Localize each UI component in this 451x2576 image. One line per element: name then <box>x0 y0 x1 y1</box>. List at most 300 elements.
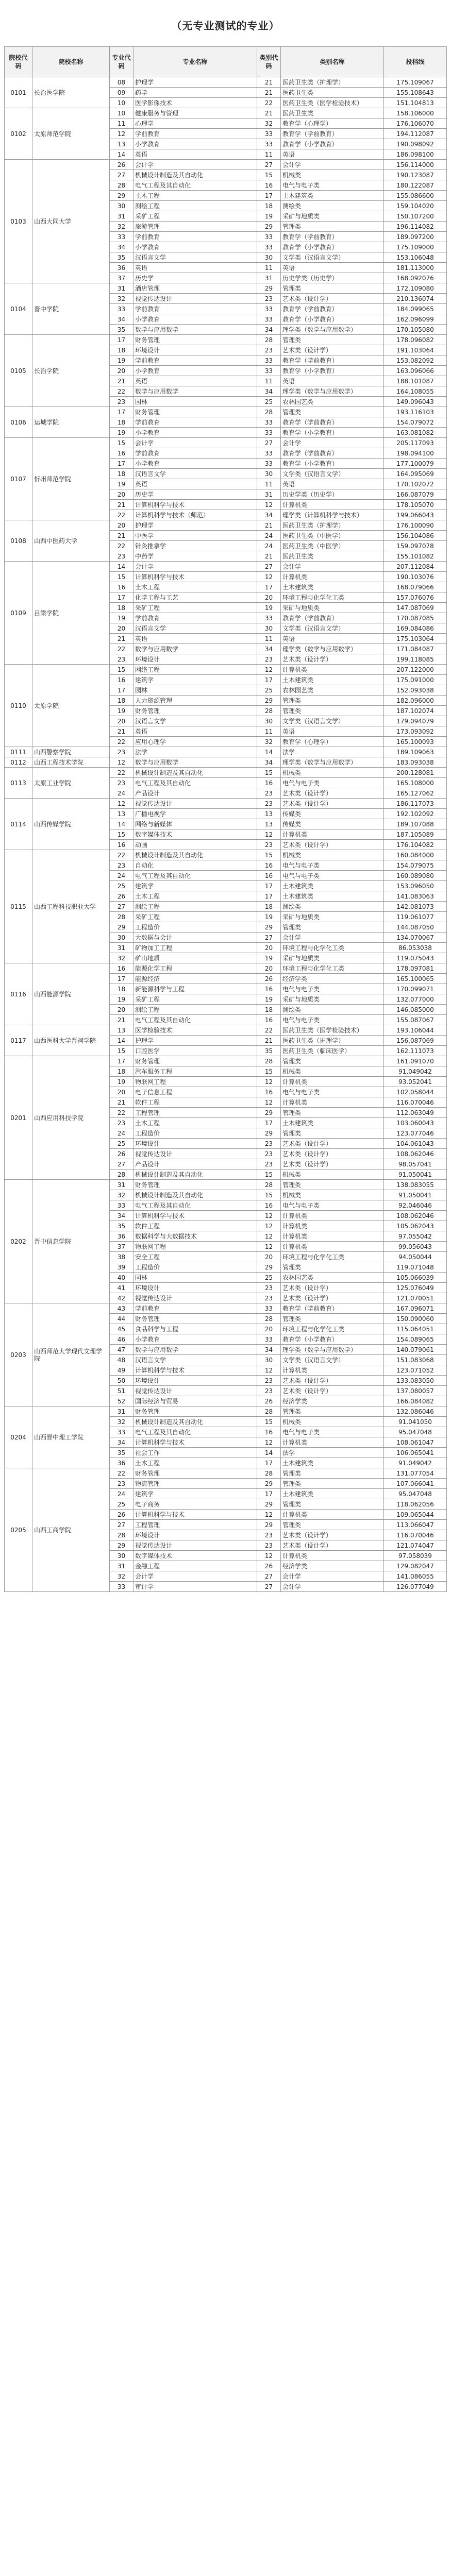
table-row <box>5 407 447 417</box>
cell-category-name: 文学类（汉语言文学） <box>281 252 384 263</box>
cell-major-name: 小学教育 <box>133 1334 257 1345</box>
cell-category-code: 33 <box>257 1303 281 1314</box>
cell-category-name: 环境工程与化学化工类 <box>281 1252 384 1262</box>
cell-school-name: 山西中医药大学 <box>32 520 110 562</box>
cell-score: 193.116103 <box>384 407 447 417</box>
cell-category-name: 艺术类（设计学） <box>281 345 384 355</box>
cell-category-code: 23 <box>257 1376 281 1386</box>
cell-school-code: 0205 <box>5 1468 32 1592</box>
cell-score: 132.086046 <box>384 1406 447 1417</box>
header-category-code: 类别代码 <box>257 47 281 77</box>
cell-major-name: 财务管理 <box>133 1056 257 1066</box>
cell-category-code: 33 <box>257 459 281 469</box>
cell-score: 176.104082 <box>384 840 447 850</box>
cell-major-code: 19 <box>110 479 133 489</box>
cell-category-name: 管理类 <box>281 1314 384 1324</box>
cell-score: 113.066047 <box>384 1520 447 1530</box>
cell-major-code: 23 <box>110 1479 133 1489</box>
cell-major-code: 21 <box>110 634 133 644</box>
cell-score: 112.063049 <box>384 1108 447 1118</box>
cell-category-name: 经济学类 <box>281 974 384 984</box>
cell-major-code: 32 <box>110 1571 133 1582</box>
cell-major-code: 14 <box>110 1036 133 1046</box>
cell-score: 192.102092 <box>384 809 447 819</box>
cell-category-name: 农林园艺类 <box>281 397 384 407</box>
cell-category-name: 机械类 <box>281 1066 384 1077</box>
cell-score: 187.105089 <box>384 829 447 840</box>
cell-major-code: 21 <box>110 1097 133 1108</box>
cell-category-name: 农林园艺类 <box>281 1273 384 1283</box>
cell-category-code: 24 <box>257 541 281 551</box>
cell-category-code: 16 <box>257 860 281 871</box>
cell-score: 164.095069 <box>384 469 447 479</box>
cell-category-code: 19 <box>257 603 281 613</box>
cell-category-code: 23 <box>257 1386 281 1396</box>
cell-score: 189.109063 <box>384 747 447 757</box>
cell-score: 121.074047 <box>384 1540 447 1551</box>
cell-score: 119.075043 <box>384 953 447 963</box>
cell-school-name: 山西师范大学现代文理学院 <box>32 1303 110 1406</box>
cell-score: 194.112087 <box>384 129 447 139</box>
cell-category-name: 教育学（学前教育） <box>281 304 384 314</box>
cell-category-code: 33 <box>257 448 281 459</box>
cell-school-name: 太原工业学院 <box>32 768 110 799</box>
table-row <box>5 747 447 757</box>
cell-score: 144.087050 <box>384 922 447 933</box>
cell-school-name: 运城学院 <box>32 407 110 438</box>
cell-major-name: 采矿工程 <box>133 912 257 922</box>
cell-school-code: 0204 <box>5 1406 32 1468</box>
cell-category-name: 会计学 <box>281 1571 384 1582</box>
cell-category-name: 会计学 <box>281 1582 384 1592</box>
cell-major-name: 历史学 <box>133 273 257 283</box>
cell-school-code: 0115 <box>5 850 32 963</box>
cell-category-code: 33 <box>257 314 281 325</box>
cell-major-code: 33 <box>110 1427 133 1437</box>
cell-score: 154.079075 <box>384 860 447 871</box>
cell-score: 141.083063 <box>384 891 447 902</box>
cell-category-name: 计算机类 <box>281 1097 384 1108</box>
cell-score: 205.117093 <box>384 438 447 448</box>
cell-major-name: 电气工程及其自动化 <box>133 871 257 881</box>
cell-major-name: 医学检验技术 <box>133 1025 257 1036</box>
cell-score: 170.102072 <box>384 479 447 489</box>
cell-category-name: 艺术类（设计学） <box>281 1283 384 1293</box>
cell-score: 156.087069 <box>384 1036 447 1046</box>
cell-major-name: 学前教育 <box>133 448 257 459</box>
cell-score: 91.050041 <box>384 1170 447 1180</box>
cell-category-name: 教育学（心理学） <box>281 737 384 747</box>
cell-category-code: 15 <box>257 1066 281 1077</box>
cell-category-code: 23 <box>257 345 281 355</box>
cell-major-code: 18 <box>110 417 133 428</box>
cell-score: 177.100079 <box>384 459 447 469</box>
cell-major-name: 计算机科学与技术 <box>133 572 257 582</box>
cell-major-name: 英语 <box>133 479 257 489</box>
cell-score: 186.117073 <box>384 799 447 809</box>
cell-category-name: 机械类 <box>281 1190 384 1200</box>
cell-category-code: 23 <box>257 294 281 304</box>
cell-major-code: 19 <box>110 355 133 366</box>
cell-category-code: 31 <box>257 489 281 500</box>
cell-major-name: 英语 <box>133 376 257 386</box>
cell-major-name: 产品设计 <box>133 788 257 799</box>
cell-score: 119.061077 <box>384 912 447 922</box>
cell-category-code: 16 <box>257 1427 281 1437</box>
cell-major-name: 机械设计制造及其自动化 <box>133 850 257 860</box>
cell-category-name: 会计学 <box>281 438 384 448</box>
cell-category-name: 医药卫生类 <box>281 108 384 118</box>
cell-category-code: 27 <box>257 438 281 448</box>
cell-score: 152.093038 <box>384 685 447 696</box>
cell-major-name: 数学与应用数学 <box>133 644 257 654</box>
cell-category-code: 21 <box>257 1036 281 1046</box>
cell-score: 189.097200 <box>384 232 447 242</box>
cell-major-name: 视觉传达设计 <box>133 799 257 809</box>
cell-major-name: 环境设计 <box>133 654 257 665</box>
cell-major-name: 数据科学与大数据技术 <box>133 1231 257 1242</box>
cell-category-code: 26 <box>257 1396 281 1406</box>
cell-major-name: 新能源科学与工程 <box>133 984 257 994</box>
cell-school-code: 0117 <box>5 1025 32 1056</box>
cell-major-code: 43 <box>110 1303 133 1314</box>
cell-major-code: 31 <box>110 1561 133 1571</box>
cell-category-code: 15 <box>257 1417 281 1427</box>
cell-category-code: 29 <box>257 696 281 706</box>
cell-category-name: 管理类 <box>281 1468 384 1479</box>
cell-major-name: 数字媒体技术 <box>133 1551 257 1561</box>
table-row <box>5 160 447 170</box>
cell-score: 181.113000 <box>384 263 447 273</box>
cell-category-name: 农林园艺类 <box>281 685 384 696</box>
cell-score: 165.127062 <box>384 788 447 799</box>
cell-score: 109.065044 <box>384 1510 447 1520</box>
cell-category-code: 16 <box>257 871 281 881</box>
cell-major-name: 法学 <box>133 747 257 757</box>
cell-score: 153.096050 <box>384 881 447 891</box>
cell-category-code: 23 <box>257 1149 281 1159</box>
cell-category-code: 33 <box>257 428 281 438</box>
cell-major-code: 19 <box>110 428 133 438</box>
cell-major-code: 34 <box>110 242 133 252</box>
table-row <box>5 283 447 294</box>
cell-category-code: 12 <box>257 572 281 582</box>
cell-major-code: 24 <box>110 871 133 881</box>
cell-major-code: 31 <box>110 283 133 294</box>
cell-major-name: 环境设计 <box>133 345 257 355</box>
cell-category-code: 21 <box>257 551 281 562</box>
cell-score: 86.053038 <box>384 943 447 953</box>
cell-category-name: 艺术类（设计学） <box>281 788 384 799</box>
cell-major-name: 视觉传达设计 <box>133 1149 257 1159</box>
cell-major-code: 32 <box>110 1190 133 1200</box>
cell-category-code: 12 <box>257 665 281 675</box>
cell-category-name: 采矿与地质类 <box>281 912 384 922</box>
table-row <box>5 1025 447 1036</box>
cell-category-code: 17 <box>257 881 281 891</box>
cell-major-code: 37 <box>110 273 133 283</box>
cell-score: 131.077054 <box>384 1468 447 1479</box>
cell-category-name: 教育学（小学教育） <box>281 242 384 252</box>
cell-category-code: 23 <box>257 1139 281 1149</box>
cell-category-code: 34 <box>257 510 281 520</box>
cell-major-name: 汉语言文学 <box>133 252 257 263</box>
cell-major-code: 47 <box>110 1345 133 1355</box>
cell-major-code: 19 <box>110 1077 133 1087</box>
cell-score: 175.103064 <box>384 634 447 644</box>
cell-score: 123.077046 <box>384 1128 447 1139</box>
cell-major-name: 测绘工程 <box>133 1005 257 1015</box>
cell-category-code: 12 <box>257 1551 281 1561</box>
cell-major-code: 26 <box>110 1149 133 1159</box>
cell-category-code: 23 <box>257 1540 281 1551</box>
cell-score: 165.108000 <box>384 778 447 788</box>
cell-major-name: 财务管理 <box>133 706 257 716</box>
cell-major-name: 视觉传达设计 <box>133 1540 257 1551</box>
cell-category-code: 14 <box>257 747 281 757</box>
cell-major-name: 中药学 <box>133 551 257 562</box>
cell-major-code: 32 <box>110 222 133 232</box>
cell-major-name: 数学与应用数学 <box>133 386 257 397</box>
cell-category-code: 11 <box>257 376 281 386</box>
cell-category-name: 会计学 <box>281 562 384 572</box>
cell-category-name: 医药卫生类（护理学） <box>281 77 384 88</box>
cell-major-code: 41 <box>110 1283 133 1293</box>
cell-score: 121.070051 <box>384 1293 447 1303</box>
cell-category-code: 33 <box>257 129 281 139</box>
table-row <box>5 108 447 118</box>
cell-score: 95.047048 <box>384 1489 447 1499</box>
cell-major-name: 机械设计制造及其自动化 <box>133 1417 257 1427</box>
cell-category-code: 12 <box>257 1437 281 1448</box>
cell-major-code: 36 <box>110 1231 133 1242</box>
cell-school-name: 山西应用科技学院 <box>32 1056 110 1180</box>
cell-category-code: 12 <box>257 1242 281 1252</box>
cell-category-code: 12 <box>257 500 281 510</box>
cell-category-code: 28 <box>257 1468 281 1479</box>
cell-major-name: 测绘工程 <box>133 201 257 211</box>
cell-school-name: 长治学院 <box>32 335 110 407</box>
cell-major-code: 36 <box>110 263 133 273</box>
cell-category-name: 土木建筑类 <box>281 1458 384 1468</box>
cell-major-code: 16 <box>110 582 133 592</box>
cell-score: 129.082047 <box>384 1561 447 1571</box>
cell-score: 188.101087 <box>384 376 447 386</box>
cell-score: 158.106000 <box>384 108 447 118</box>
cell-score: 175.109067 <box>384 77 447 88</box>
cell-school-code: 0113 <box>5 768 32 799</box>
table-row <box>5 1056 447 1066</box>
cell-category-code: 16 <box>257 1015 281 1025</box>
cell-category-code: 15 <box>257 1170 281 1180</box>
cell-major-code: 44 <box>110 1314 133 1324</box>
cell-score: 116.070046 <box>384 1530 447 1540</box>
cell-major-code: 11 <box>110 118 133 129</box>
table-row <box>5 757 447 768</box>
cell-category-name: 管理类 <box>281 222 384 232</box>
table-row <box>5 1468 447 1479</box>
header-school-name: 院校名称 <box>32 47 110 77</box>
cell-category-code: 15 <box>257 768 281 778</box>
cell-major-code: 23 <box>110 778 133 788</box>
cell-category-name: 教育学（学前教育） <box>281 232 384 242</box>
cell-school-code: 0101 <box>5 77 32 108</box>
cell-category-code: 29 <box>257 1520 281 1530</box>
cell-major-name: 建筑学 <box>133 1489 257 1499</box>
cell-school-name: 山西工程技术学院 <box>32 757 110 768</box>
cell-major-name: 土木工程 <box>133 1118 257 1128</box>
cell-category-name: 艺术类（设计学） <box>281 1293 384 1303</box>
cell-major-code: 12 <box>110 757 133 768</box>
cell-major-name: 数学与应用数学 <box>133 1345 257 1355</box>
cell-category-code: 27 <box>257 933 281 943</box>
cell-category-name: 计算机类 <box>281 1510 384 1520</box>
cell-score: 150.090060 <box>384 1314 447 1324</box>
cell-category-name: 会计学 <box>281 160 384 170</box>
cell-category-name: 教育学（学前教育） <box>281 613 384 623</box>
cell-score: 168.079066 <box>384 582 447 592</box>
cell-school-name: 忻州师范学院 <box>32 438 110 520</box>
cell-category-code: 13 <box>257 819 281 829</box>
cell-category-name: 土木建筑类 <box>281 582 384 592</box>
cell-major-code: 22 <box>110 1108 133 1118</box>
cell-score: 93.052041 <box>384 1077 447 1087</box>
cell-category-code: 33 <box>257 366 281 376</box>
cell-major-code: 19 <box>110 706 133 716</box>
cell-major-name: 计算机科学与技术 <box>133 1211 257 1221</box>
header-major-name: 专业名称 <box>133 47 257 77</box>
cell-category-code: 13 <box>257 809 281 819</box>
cell-major-code: 34 <box>110 1211 133 1221</box>
cell-category-code: 28 <box>257 1180 281 1190</box>
cell-category-code: 34 <box>257 1345 281 1355</box>
cell-major-code: 13 <box>110 809 133 819</box>
cell-major-code: 33 <box>110 232 133 242</box>
cell-major-name: 环境设计 <box>133 1530 257 1540</box>
cell-category-code: 33 <box>257 139 281 149</box>
cell-category-name: 采矿与地质类 <box>281 994 384 1005</box>
cell-category-code: 34 <box>257 325 281 335</box>
cell-major-code: 18 <box>110 1066 133 1077</box>
cell-major-name: 计算机科学与技术 <box>133 1365 257 1376</box>
cell-category-name: 艺术类（设计学） <box>281 294 384 304</box>
cell-category-code: 17 <box>257 1118 281 1128</box>
cell-major-code: 24 <box>110 1489 133 1499</box>
cell-major-name: 汉语言文学 <box>133 469 257 479</box>
cell-major-name: 安全工程 <box>133 1252 257 1262</box>
cell-major-code: 16 <box>110 448 133 459</box>
cell-major-name: 物流管理 <box>133 1479 257 1489</box>
table-row <box>5 1406 447 1417</box>
cell-score: 190.123087 <box>384 170 447 180</box>
cell-major-name: 会计学 <box>133 1571 257 1582</box>
cell-category-name: 医药卫生类（护理学） <box>281 1036 384 1046</box>
cell-category-name: 环境工程与化学化工类 <box>281 943 384 953</box>
cell-category-code: 17 <box>257 191 281 201</box>
cell-category-name: 艺术类（设计学） <box>281 1149 384 1159</box>
cell-major-name: 心理学 <box>133 118 257 129</box>
table-row <box>5 562 447 572</box>
cell-major-name: 金融工程 <box>133 1561 257 1571</box>
table-row <box>5 665 447 675</box>
cell-major-code: 22 <box>110 768 133 778</box>
cell-major-name: 机械设计制造及其自动化 <box>133 170 257 180</box>
cell-school-code: 0109 <box>5 562 32 665</box>
cell-category-code: 29 <box>257 283 281 294</box>
cell-major-code: 22 <box>110 737 133 747</box>
cell-score: 167.096071 <box>384 1303 447 1314</box>
cell-category-name: 土木建筑类 <box>281 891 384 902</box>
cell-category-name: 测绘类 <box>281 1005 384 1015</box>
cell-major-name: 机械设计制造及其自动化 <box>133 1170 257 1180</box>
cell-major-name: 英语 <box>133 263 257 273</box>
cell-score: 166.087079 <box>384 489 447 500</box>
cell-major-code: 17 <box>110 459 133 469</box>
cell-category-code: 21 <box>257 88 281 98</box>
cell-major-name: 网络与新媒体 <box>133 819 257 829</box>
cell-category-name: 采矿与地质类 <box>281 603 384 613</box>
cell-score: 149.096043 <box>384 397 447 407</box>
cell-category-name: 艺术类（设计学） <box>281 1139 384 1149</box>
cell-score: 198.094100 <box>384 448 447 459</box>
cell-category-name: 管理类 <box>281 922 384 933</box>
cell-major-code: 23 <box>110 654 133 665</box>
cell-score: 151.083068 <box>384 1355 447 1365</box>
cell-score: 137.080057 <box>384 1386 447 1396</box>
cell-major-code: 31 <box>110 1180 133 1190</box>
cell-score: 166.084082 <box>384 1396 447 1406</box>
cell-major-code: 16 <box>110 840 133 850</box>
cell-category-code: 25 <box>257 1273 281 1283</box>
cell-category-code: 33 <box>257 232 281 242</box>
cell-score: 103.060043 <box>384 1118 447 1128</box>
cell-school-code: 0110 <box>5 665 32 747</box>
cell-major-name: 数学与应用数学 <box>133 325 257 335</box>
cell-major-code: 20 <box>110 1005 133 1015</box>
cell-school-name: 吕梁学院 <box>32 562 110 665</box>
cell-major-name: 建筑学 <box>133 881 257 891</box>
cell-major-name: 土木工程 <box>133 191 257 201</box>
cell-score: 155.101082 <box>384 551 447 562</box>
cell-category-code: 34 <box>257 386 281 397</box>
cell-category-name: 传媒类 <box>281 809 384 819</box>
cell-category-code: 23 <box>257 1293 281 1303</box>
cell-major-code: 16 <box>110 675 133 685</box>
cell-major-code: 18 <box>110 469 133 479</box>
cell-major-name: 小学教育 <box>133 139 257 149</box>
cell-major-code: 10 <box>110 98 133 108</box>
cell-score: 115.064051 <box>384 1324 447 1334</box>
cell-school-name: 山西大同大学 <box>32 160 110 283</box>
cell-major-name: 园林 <box>133 1273 257 1283</box>
cell-category-code: 12 <box>257 1211 281 1221</box>
cell-category-code: 27 <box>257 160 281 170</box>
cell-major-code: 22 <box>110 850 133 860</box>
cell-major-name: 环境设计 <box>133 1376 257 1386</box>
cell-category-name: 法学 <box>281 747 384 757</box>
cell-category-name: 管理类 <box>281 1108 384 1118</box>
cell-score: 162.111073 <box>384 1046 447 1056</box>
cell-category-name: 土木建筑类 <box>281 1118 384 1128</box>
cell-major-name: 英语 <box>133 726 257 737</box>
cell-score: 97.058039 <box>384 1551 447 1561</box>
cell-category-code: 17 <box>257 582 281 592</box>
cell-major-code: 18 <box>110 345 133 355</box>
cell-major-name: 药学 <box>133 88 257 98</box>
cell-category-code: 19 <box>257 912 281 922</box>
cell-major-code: 22 <box>110 541 133 551</box>
cell-major-code: 16 <box>110 963 133 974</box>
